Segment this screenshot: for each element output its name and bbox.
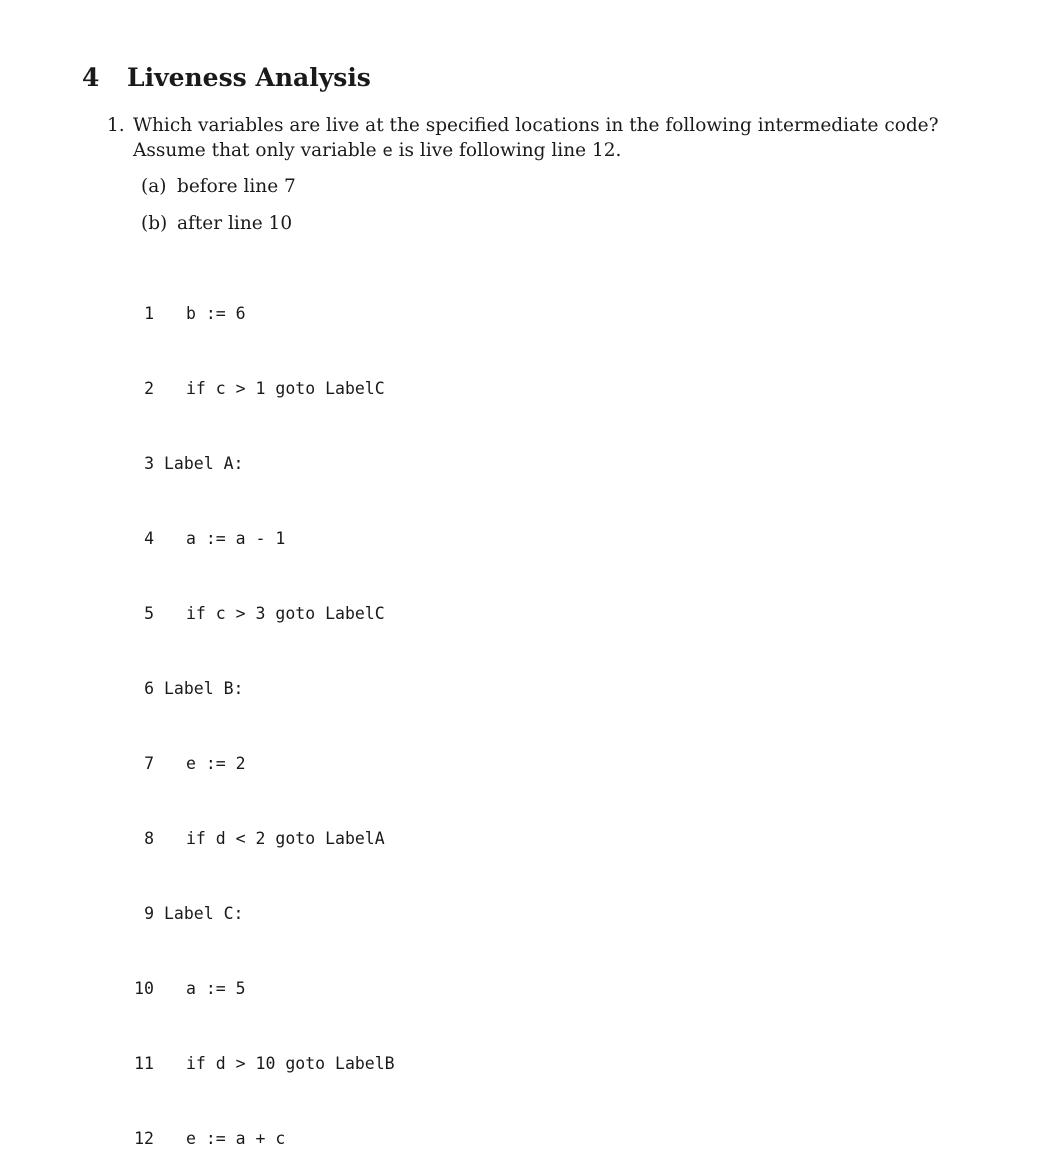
question-variable: e <box>382 141 393 161</box>
code-line <box>130 301 395 326</box>
code-label: Label C: <box>164 904 244 923</box>
code-text: if d > 10 goto LabelB <box>186 1054 395 1073</box>
subparts-list <box>141 174 296 248</box>
code-text: a := 5 <box>186 979 246 998</box>
code-label: Label A: <box>164 454 244 473</box>
line-number: 5 <box>144 604 154 623</box>
code-line <box>130 376 395 401</box>
code-text: if c > 1 goto LabelC <box>186 379 385 398</box>
line-number: 6 <box>144 679 154 698</box>
question-text-before: Which variables are live at the specified locations in the following intermediate code? Assume that only variable <box>133 115 939 161</box>
code-listing <box>130 251 395 1176</box>
line-number: 9 <box>144 904 154 923</box>
line-number: 1 <box>144 304 154 323</box>
subpart-b <box>141 211 296 236</box>
subpart-text: after line 10 <box>177 213 293 234</box>
line-number: 4 <box>144 529 154 548</box>
subpart-label: (b) <box>141 213 168 234</box>
line-number: 10 <box>134 979 154 998</box>
line-number: 12 <box>134 1129 154 1148</box>
question-text <box>133 113 957 164</box>
line-number: 11 <box>134 1054 154 1073</box>
question-1 <box>107 113 957 164</box>
subpart-a <box>141 174 296 199</box>
section-number: 4 <box>82 63 100 92</box>
line-number: 8 <box>144 829 154 848</box>
code-text: b := 6 <box>186 304 246 323</box>
question-text-after: is live following line 12. <box>392 140 622 161</box>
code-line <box>130 601 395 626</box>
code-line <box>130 526 395 551</box>
code-line <box>130 451 395 476</box>
code-line <box>130 826 395 851</box>
section-title: Liveness Analysis <box>127 63 371 92</box>
question-number: 1. <box>107 115 125 136</box>
code-line <box>130 751 395 776</box>
line-number: 7 <box>144 754 154 773</box>
line-number: 2 <box>144 379 154 398</box>
subpart-text: before line 7 <box>177 176 296 197</box>
code-text: e := 2 <box>186 754 246 773</box>
subpart-label: (a) <box>141 176 167 197</box>
section-heading <box>82 62 371 94</box>
code-text: e := a + c <box>186 1129 286 1148</box>
code-line <box>130 901 395 926</box>
code-line <box>130 1126 395 1151</box>
code-text: if c > 3 goto LabelC <box>186 604 385 623</box>
line-number: 3 <box>144 454 154 473</box>
code-line <box>130 676 395 701</box>
code-line <box>130 1051 395 1076</box>
code-text: a := a - 1 <box>186 529 286 548</box>
code-line <box>130 976 395 1001</box>
code-label: Label B: <box>164 679 244 698</box>
code-text: if d < 2 goto LabelA <box>186 829 385 848</box>
